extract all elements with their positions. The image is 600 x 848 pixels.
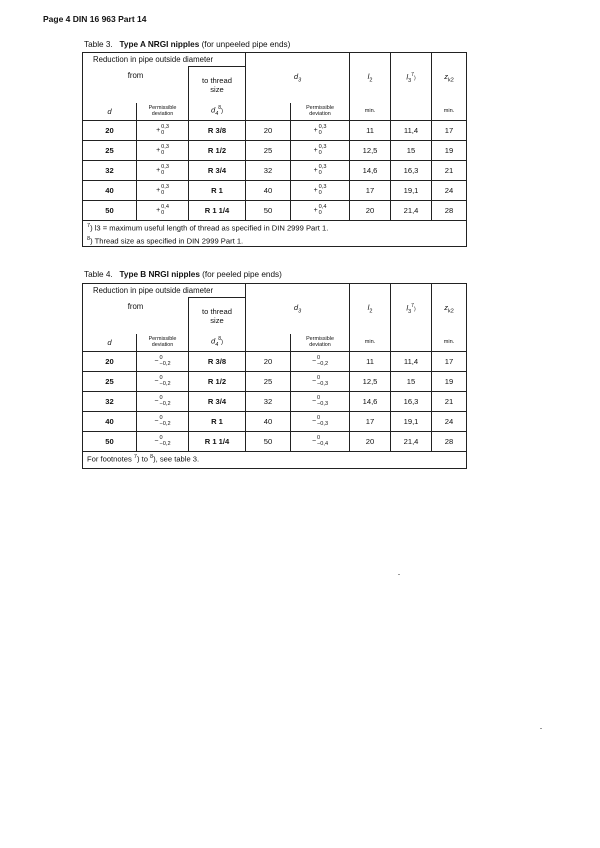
cell-deviation: − 0 −0,2 <box>137 412 189 432</box>
cell-zk2: 24 <box>432 181 467 201</box>
cell-d: 25 <box>83 141 137 161</box>
cell-d3-deviation: + 0,4 0 <box>291 201 350 221</box>
table3-footnote-frame <box>82 218 467 247</box>
table3-l2-min: min. <box>350 103 391 121</box>
table4-l3-blank <box>391 334 432 352</box>
cell-thread: R 1 <box>189 181 246 201</box>
table3-l3-blank <box>391 103 432 121</box>
table3-from-header: from <box>83 67 189 103</box>
cell-deviation: + 0,3 0 <box>137 181 189 201</box>
table4-d3-header: $d_3$ <box>246 284 350 334</box>
cell-l3: 11,4 <box>391 121 432 141</box>
cell-thread: R 3/4 <box>189 392 246 412</box>
table4-l2-min: min. <box>350 334 391 352</box>
cell-zk2: 17 <box>432 121 467 141</box>
table3-caption-label: Table 3. <box>84 40 113 49</box>
table4-caption-rest: (for peeled pipe ends) <box>202 270 282 279</box>
cell-d3: 25 <box>246 372 291 392</box>
cell-deviation: − 0 −0,2 <box>137 392 189 412</box>
table-row <box>83 352 467 372</box>
table3-to-header: to thread size <box>189 67 246 103</box>
table-row <box>83 161 467 181</box>
cell-d3-deviation: − 0 −0,4 <box>291 432 350 452</box>
cell-l3: 11,4 <box>391 352 432 372</box>
cell-l3: 19,1 <box>391 412 432 432</box>
cell-d3-deviation: − 0 −0,3 <box>291 412 350 432</box>
cell-l2: 12,5 <box>350 372 391 392</box>
table3-d4-header: $d_4^8$) <box>189 103 246 121</box>
cell-l2: 11 <box>350 121 391 141</box>
cell-d3: 32 <box>246 161 291 181</box>
cell-d3: 40 <box>246 181 291 201</box>
table4-dev-header: Permissible deviation <box>137 334 189 352</box>
cell-l3: 16,3 <box>391 392 432 412</box>
cell-d3: 20 <box>246 121 291 141</box>
table3-caption-title: Type A NRGI nipples <box>119 40 200 49</box>
table4-caption-title: Type B NRGI nipples <box>119 270 200 279</box>
table3-d3-blank <box>246 103 291 121</box>
table3-d3-dev-header: Permissible deviation <box>291 103 350 121</box>
table4-d3-blank <box>246 334 291 352</box>
table4-d3-dev-header: Permissible deviation <box>291 334 350 352</box>
table3-caption <box>84 40 290 49</box>
cell-thread: R 1 1/4 <box>189 432 246 452</box>
table-row <box>83 392 467 412</box>
table4-group-header: Reduction in pipe outside diameter <box>83 284 246 298</box>
cell-zk2: 21 <box>432 161 467 181</box>
table-row <box>83 372 467 392</box>
cell-thread: R 3/8 <box>189 121 246 141</box>
cell-thread: R 3/8 <box>189 352 246 372</box>
cell-l2: 20 <box>350 432 391 452</box>
cell-d3-deviation: + 0,3 0 <box>291 121 350 141</box>
cell-d3-deviation: + 0,3 0 <box>291 141 350 161</box>
cell-d: 50 <box>83 201 137 221</box>
cell-l2: 17 <box>350 412 391 432</box>
cell-deviation: − 0 −0,2 <box>137 372 189 392</box>
cell-d: 20 <box>83 121 137 141</box>
cell-d3-deviation: − 0 −0,3 <box>291 372 350 392</box>
table4-footnote-frame <box>82 448 467 469</box>
table-row <box>83 412 467 432</box>
cell-zk2: 28 <box>432 432 467 452</box>
cell-l2: 20 <box>350 201 391 221</box>
cell-l3: 21,4 <box>391 201 432 221</box>
table3-zk2-min: min. <box>432 103 467 121</box>
cell-l3: 15 <box>391 141 432 161</box>
footnote-8: $^8$) Thread size as specified in DIN 2999 Part 1. <box>87 235 244 246</box>
table4-caption <box>84 270 282 279</box>
cell-deviation: + 0,3 0 <box>137 121 189 141</box>
cell-zk2: 28 <box>432 201 467 221</box>
table-row <box>83 121 467 141</box>
cell-d: 40 <box>83 181 137 201</box>
cell-zk2: 19 <box>432 141 467 161</box>
table4-l2-header: $l_2$ <box>350 284 391 334</box>
cell-d: 50 <box>83 432 137 452</box>
cell-zk2: 24 <box>432 412 467 432</box>
table4 <box>82 283 467 452</box>
table3-l3-header: $l_3^7$) <box>391 53 432 103</box>
cell-l2: 11 <box>350 352 391 372</box>
cell-d3: 25 <box>246 141 291 161</box>
cell-deviation: − 0 −0,2 <box>137 432 189 452</box>
table3-group-header: Reduction in pipe outside diameter <box>83 53 246 67</box>
cell-l3: 15 <box>391 372 432 392</box>
cell-deviation: + 0,3 0 <box>137 161 189 181</box>
table-row <box>83 181 467 201</box>
scan-speck <box>398 574 400 575</box>
cell-zk2: 19 <box>432 372 467 392</box>
cell-d: 40 <box>83 412 137 432</box>
cell-thread: R 1 1/4 <box>189 201 246 221</box>
cell-d: 25 <box>83 372 137 392</box>
table4-zk2-header: $z_{k2}$ <box>432 284 467 334</box>
table4-d4-header: $d_4^8$) <box>189 334 246 352</box>
scan-speck <box>540 728 542 729</box>
footnote-7: $^7$) l3 = maximum useful length of thread as specified in DIN 2999 Part 1. <box>87 223 329 233</box>
cell-zk2: 17 <box>432 352 467 372</box>
cell-zk2: 21 <box>432 392 467 412</box>
cell-d3-deviation: + 0,3 0 <box>291 161 350 181</box>
page-header: Page 4 DIN 16 963 Part 14 <box>43 14 147 24</box>
table4-from-header: from <box>83 298 189 334</box>
cell-d3: 32 <box>246 392 291 412</box>
cell-l2: 12,5 <box>350 141 391 161</box>
table4-footnote: For footnotes $^7$) to $^8$), see table 3. <box>87 454 200 464</box>
cell-l3: 21,4 <box>391 432 432 452</box>
cell-d: 32 <box>83 161 137 181</box>
cell-l3: 19,1 <box>391 181 432 201</box>
table3-caption-rest: (for unpeeled pipe ends) <box>201 40 291 49</box>
table3-l2-header: $l_2$ <box>350 53 391 103</box>
cell-d3: 40 <box>246 412 291 432</box>
cell-l2: 17 <box>350 181 391 201</box>
cell-d3: 50 <box>246 201 291 221</box>
cell-thread: R 1/2 <box>189 372 246 392</box>
table3-d3-header: $d_3$ <box>246 53 350 103</box>
cell-d3: 50 <box>246 432 291 452</box>
table3 <box>82 52 467 221</box>
table4-to-header: to thread size <box>189 298 246 334</box>
cell-deviation: + 0,3 0 <box>137 141 189 161</box>
cell-l2: 14,6 <box>350 392 391 412</box>
table4-caption-label: Table 4. <box>84 270 113 279</box>
cell-d3-deviation: − 0 −0,3 <box>291 392 350 412</box>
cell-d3-deviation: − 0 −0,2 <box>291 352 350 372</box>
table4-l3-header: $l_3^7$) <box>391 284 432 334</box>
cell-thread: R 3/4 <box>189 161 246 181</box>
cell-d: 20 <box>83 352 137 372</box>
table3-dev-header: Permissible deviation <box>137 103 189 121</box>
table-row <box>83 141 467 161</box>
cell-deviation: − 0 −0,2 <box>137 352 189 372</box>
cell-deviation: + 0,4 0 <box>137 201 189 221</box>
table4-zk2-min: min. <box>432 334 467 352</box>
cell-d: 32 <box>83 392 137 412</box>
table4-d-header: d <box>83 334 137 352</box>
table3-zk2-header: $z_{k2}$ <box>432 53 467 103</box>
cell-l3: 16,3 <box>391 161 432 181</box>
cell-l2: 14,6 <box>350 161 391 181</box>
cell-thread: R 1/2 <box>189 141 246 161</box>
cell-d3-deviation: + 0,3 0 <box>291 181 350 201</box>
table3-d-header: d <box>83 103 137 121</box>
cell-d3: 20 <box>246 352 291 372</box>
cell-thread: R 1 <box>189 412 246 432</box>
